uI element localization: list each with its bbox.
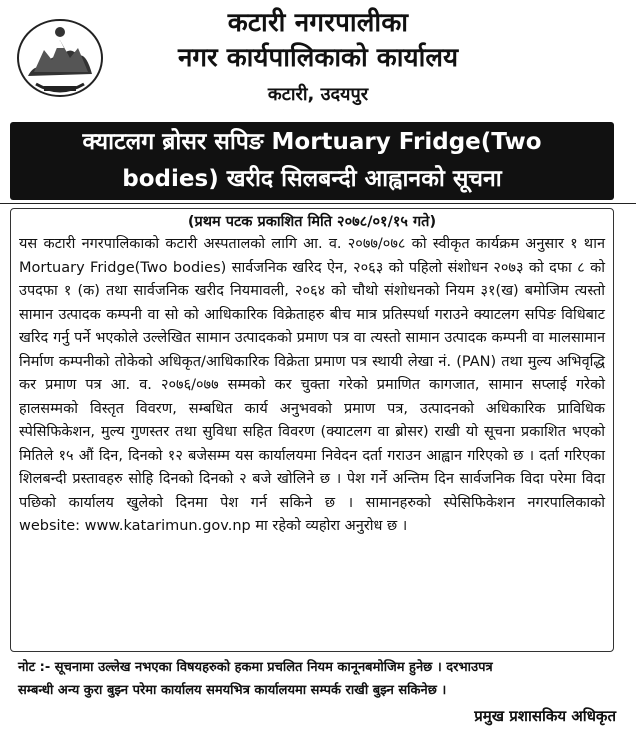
notice-body-website-line: website: www.katarimun.gov.np मा रहेको व्यहोरा अनुरोध छ ।	[19, 518, 408, 534]
notice-body	[19, 233, 605, 539]
notice-body-paragraph: यस कटारी नगरपालिकाको कटारी अस्पतालको लागि आ. व. २०७७/०७८ को स्वीकृत कार्यक्रम अनुसार १ थान Mortuary Fridge(Two bodies) सार्वजनिक खरिद ऐन, २०६३ को पहिलो संशोधन २०७३ को दफा ८ को उपदफा १ (क) तथा सार्वजनिक खरीद नियमावली, २०६४ को चौथो संशोधनको नियम ३१(ख) बमोजिम त्यस्तो सामान उत्पादक कम्पनी वा सो को आधिकारिक विक्रेताहरु बीच मात्र प्रतिस्पर्धा गराउने क्याटलग सपिङ विधिबाट खरिद गर्नु पर्ने भएकोले उल्लेखित सामान उत्पादकको प्रमाण पत्र वा त्यस्तो सामान उत्पादक कम्पनी वा मालसामान निर्माण कम्पनीको तोकेको अधिकृत/आधिकारिक विक्रेता प्रमाण पत्र स्थायी लेखा नं. (PAN) तथा मुल्य अभिवृद्धि कर प्रमाण पत्र आ. व. २०७६/०७७ सम्मको कर चुक्ता गरेको प्रमाणित कागजात, सामान सप्लाई गरेको हालसम्मको विस्तृत विवरण, सम्बधित कार्य अनुभवको प्रमाण पत्र, उत्पादनको अधिकारिक प्राविधिक स्पेसिफिकेशन, मुल्य गुणस्तर तथा सुविधा सहित विवरण (क्याटलग वा ब्रोसर) राखी यो सूचना प्रकाशित भएको मितिले १५ औं दिन, दिनको १२ बजेसम्म यस कार्यालयमा निवेदन दर्ता गराउन आह्वान गरिएको छ । दर्ता गरिएका शिलबन्दी प्रस्तावहरु सोहि दिनको दिनको २ बजे खोलिने छ । पेश गर्ने अन्तिम दिन सार्वजनिक विदा परेमा विदा पछिको कार्यालय खुलेको दिनमा पेश गर्न सकिने छ । सामानहरुको स्पेसिफिकेशन नगरपालिकाको	[19, 236, 605, 511]
publication-date: (प्रथम पटक प्रकाशित मिति २०७८/०१/१५ गते)	[187, 214, 437, 230]
signatory-title: प्रमुख प्रशासकिय अधिकृत	[474, 707, 616, 725]
notice-body-frame	[10, 208, 614, 652]
notice-title-line-1: क्याटलग ब्रोसर सपिङ Mortuary Fridge(Two	[82, 129, 542, 155]
office-address: कटारी, उदयपुर	[267, 84, 369, 105]
note-line-2: सम्बन्धी अन्य कुरा बुझ्न परेमा कार्यालय समयभित्र कार्यालयमा सम्पर्क राखी बुझ्न सकिनेछ ।	[18, 683, 447, 698]
divider	[0, 203, 636, 204]
nepal-emblem-icon	[14, 14, 106, 102]
note-section	[18, 656, 618, 702]
letterhead	[10, 6, 626, 122]
org-name: कटारी नगरपालीका	[227, 8, 409, 38]
office-name: नगर कार्यपालिकाको कार्यालय	[177, 43, 459, 73]
note-line-1: नोट :- सूचनामा उल्लेख नभएका विषयहरुको हकमा प्रचलित नियम कानूनबमोजिम हुनेछ । दरभाउपत्र	[18, 660, 493, 675]
notice-title-line-2: bodies) खरीद सिलबन्दी आह्वानको सूचना	[122, 166, 502, 192]
notice-title-banner	[10, 122, 614, 200]
